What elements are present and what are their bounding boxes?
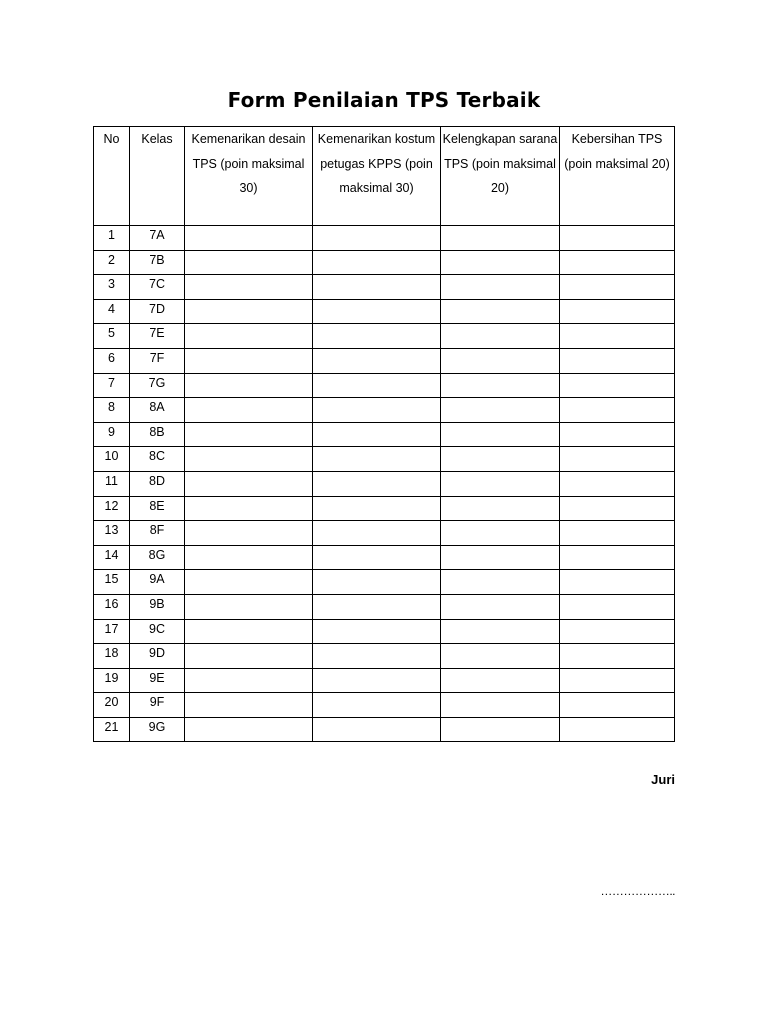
score-sarana-cell[interactable] [441,693,560,718]
row-kelas-text: 7E [149,326,165,341]
row-no-text: 12 [104,498,119,513]
row-kelas-text: 9C [149,621,165,636]
row-no [94,594,130,619]
row-no-text: 19 [104,670,119,685]
table-row [94,668,675,693]
score-kebersihan-cell[interactable] [560,521,675,546]
table-row [94,226,675,251]
score-desain-cell[interactable] [185,717,313,742]
row-kelas [130,348,185,373]
score-kebersihan-cell[interactable] [560,570,675,595]
row-no [94,299,130,324]
table-row [94,398,675,423]
row-no-text: 3 [108,277,115,292]
table-row [94,644,675,669]
row-no [94,521,130,546]
row-kelas [130,275,185,300]
row-no [94,619,130,644]
row-kelas [130,619,185,644]
score-sarana-cell[interactable] [441,299,560,324]
score-kebersihan-cell[interactable] [560,422,675,447]
row-kelas [130,594,185,619]
score-desain-cell[interactable] [185,644,313,669]
row-kelas [130,373,185,398]
row-no [94,275,130,300]
header-desain: Kemenarikan desain TPS (poin maksimal 30) [185,127,313,226]
score-desain-cell[interactable] [185,373,313,398]
row-no [94,447,130,472]
row-kelas [130,422,185,447]
row-kelas-text: 9D [149,646,165,661]
row-no-text: 20 [104,695,119,710]
row-kelas [130,545,185,570]
row-no [94,348,130,373]
score-kostum-cell[interactable] [313,275,441,300]
row-kelas-text: 7F [149,350,165,365]
row-kelas-text: 8E [149,498,165,513]
score-kostum-cell[interactable] [313,447,441,472]
row-kelas-text: 7B [149,252,165,267]
row-kelas [130,717,185,742]
row-kelas-text: 8F [149,523,165,538]
row-kelas [130,570,185,595]
header-kostum: Kemenarikan kostum petugas KPPS (poin maksimal 30) [313,127,441,226]
table-row [94,324,675,349]
row-no [94,422,130,447]
table-row [94,250,675,275]
score-desain-cell[interactable] [185,619,313,644]
score-kebersihan-cell[interactable] [560,693,675,718]
row-kelas [130,668,185,693]
header-kebersihan: Kebersihan TPS (poin maksimal 20) [560,127,675,226]
table-row [94,447,675,472]
row-kelas-text: 9E [149,670,165,685]
score-kostum-cell[interactable] [313,226,441,251]
score-kebersihan-cell[interactable] [560,668,675,693]
row-kelas-text: 7G [148,375,166,390]
row-kelas-text: 9G [148,719,166,734]
score-sarana-cell[interactable] [441,275,560,300]
row-no [94,471,130,496]
score-desain-cell[interactable] [185,570,313,595]
row-kelas-text: 8D [149,473,165,488]
row-no-text: 17 [104,621,119,636]
row-no-text: 14 [104,547,119,562]
score-kebersihan-cell[interactable] [560,324,675,349]
score-kebersihan-cell[interactable] [560,250,675,275]
score-kebersihan-cell[interactable] [560,226,675,251]
header-sarana: Kelengkapan sarana TPS (poin maksimal 20) [441,127,560,226]
row-no-text: 9 [108,424,115,439]
row-no-text: 10 [104,449,119,464]
signature-line: ……………….. [600,884,675,898]
row-no-text: 8 [108,400,115,415]
score-desain-cell[interactable] [185,496,313,521]
score-sarana-cell[interactable] [441,496,560,521]
score-desain-cell[interactable] [185,275,313,300]
row-no-text: 11 [105,473,118,488]
table-row [94,275,675,300]
table-row [94,348,675,373]
row-no-text: 13 [104,523,119,538]
row-no [94,373,130,398]
score-kostum-cell[interactable] [313,693,441,718]
row-no [94,496,130,521]
row-kelas-text: 9F [149,695,165,710]
table-body [94,226,675,742]
table-row [94,594,675,619]
score-kostum-cell[interactable] [313,299,441,324]
row-kelas-text: 7D [149,301,165,316]
row-kelas-text: 8B [149,424,165,439]
score-sarana-cell[interactable] [441,471,560,496]
score-desain-cell[interactable] [185,299,313,324]
score-kebersihan-cell[interactable] [560,398,675,423]
score-sarana-cell[interactable] [441,570,560,595]
score-kostum-cell[interactable] [313,570,441,595]
row-kelas [130,521,185,546]
table-header-row [94,127,675,226]
row-kelas [130,496,185,521]
row-no-text: 2 [108,252,115,267]
row-no [94,668,130,693]
score-kebersihan-cell[interactable] [560,496,675,521]
score-kostum-cell[interactable] [313,250,441,275]
score-kostum-cell[interactable] [313,521,441,546]
score-desain-cell[interactable] [185,693,313,718]
row-kelas [130,644,185,669]
row-kelas-text: 9A [149,572,165,587]
score-sarana-cell[interactable] [441,594,560,619]
score-kebersihan-cell[interactable] [560,373,675,398]
row-no [94,398,130,423]
score-kostum-cell[interactable] [313,668,441,693]
row-no [94,644,130,669]
score-sarana-cell[interactable] [441,422,560,447]
header-kelas: Kelas [130,127,185,226]
header-no: No [94,127,130,226]
score-kostum-cell[interactable] [313,619,441,644]
score-sarana-cell[interactable] [441,619,560,644]
score-kostum-cell[interactable] [313,398,441,423]
score-sarana-cell[interactable] [441,545,560,570]
row-no [94,717,130,742]
row-kelas [130,250,185,275]
score-kostum-cell[interactable] [313,422,441,447]
table-row [94,422,675,447]
score-sarana-cell[interactable] [441,668,560,693]
score-sarana-cell[interactable] [441,717,560,742]
row-kelas-text: 8G [148,547,166,562]
row-kelas [130,693,185,718]
row-kelas [130,447,185,472]
score-table [93,126,675,742]
score-desain-cell[interactable] [185,594,313,619]
row-no-text: 7 [108,375,115,390]
row-no [94,324,130,349]
row-kelas-text: 9B [149,596,165,611]
score-kebersihan-cell[interactable] [560,717,675,742]
score-desain-cell[interactable] [185,422,313,447]
score-sarana-cell[interactable] [441,373,560,398]
score-sarana-cell[interactable] [441,447,560,472]
row-no [94,226,130,251]
row-kelas [130,226,185,251]
table-row [94,521,675,546]
row-kelas [130,471,185,496]
table-row [94,619,675,644]
score-kostum-cell[interactable] [313,545,441,570]
table-row [94,717,675,742]
score-kostum-cell[interactable] [313,348,441,373]
row-kelas [130,324,185,349]
score-desain-cell[interactable] [185,545,313,570]
score-desain-cell[interactable] [185,447,313,472]
row-kelas [130,398,185,423]
score-sarana-cell[interactable] [441,226,560,251]
juri-label: Juri [651,772,675,787]
score-kostum-cell[interactable] [313,594,441,619]
table-row [94,545,675,570]
row-no [94,570,130,595]
table-row [94,471,675,496]
score-sarana-cell[interactable] [441,398,560,423]
score-kebersihan-cell[interactable] [560,594,675,619]
row-no-text: 6 [108,350,115,365]
score-desain-cell[interactable] [185,471,313,496]
table-row [94,496,675,521]
score-sarana-cell[interactable] [441,324,560,349]
score-kebersihan-cell[interactable] [560,275,675,300]
row-no-text: 4 [108,301,115,316]
score-kostum-cell[interactable] [313,644,441,669]
row-kelas-text: 8C [149,449,165,464]
score-desain-cell[interactable] [185,348,313,373]
row-no [94,693,130,718]
score-desain-cell[interactable] [185,226,313,251]
score-kostum-cell[interactable] [313,373,441,398]
score-kostum-cell[interactable] [313,324,441,349]
score-kebersihan-cell[interactable] [560,619,675,644]
row-no [94,545,130,570]
score-desain-cell[interactable] [185,250,313,275]
score-sarana-cell[interactable] [441,348,560,373]
score-desain-cell[interactable] [185,668,313,693]
page-title: Form Penilaian TPS Terbaik [227,88,541,112]
score-sarana-cell[interactable] [441,644,560,669]
row-no-text: 21 [104,719,119,734]
row-kelas-text: 8A [149,400,165,415]
score-kebersihan-cell[interactable] [560,348,675,373]
row-kelas-text: 7C [149,277,165,292]
row-no [94,250,130,275]
score-sarana-cell[interactable] [441,250,560,275]
score-sarana-cell[interactable] [441,521,560,546]
row-no-text: 18 [104,646,119,661]
table-row [94,299,675,324]
score-kostum-cell[interactable] [313,717,441,742]
score-kostum-cell[interactable] [313,496,441,521]
score-kebersihan-cell[interactable] [560,545,675,570]
row-kelas-text: 7A [149,228,165,242]
score-kostum-cell[interactable] [313,471,441,496]
score-kebersihan-cell[interactable] [560,471,675,496]
table-row [94,693,675,718]
table-row [94,570,675,595]
score-desain-cell[interactable] [185,521,313,546]
row-kelas [130,299,185,324]
score-desain-cell[interactable] [185,398,313,423]
row-no-text: 15 [104,572,119,587]
score-kebersihan-cell[interactable] [560,447,675,472]
row-no-text: 16 [104,596,119,611]
row-no-text: 1 [108,228,115,242]
score-kebersihan-cell[interactable] [560,644,675,669]
score-kebersihan-cell[interactable] [560,299,675,324]
table-row [94,373,675,398]
score-desain-cell[interactable] [185,324,313,349]
row-no-text: 5 [108,326,115,341]
